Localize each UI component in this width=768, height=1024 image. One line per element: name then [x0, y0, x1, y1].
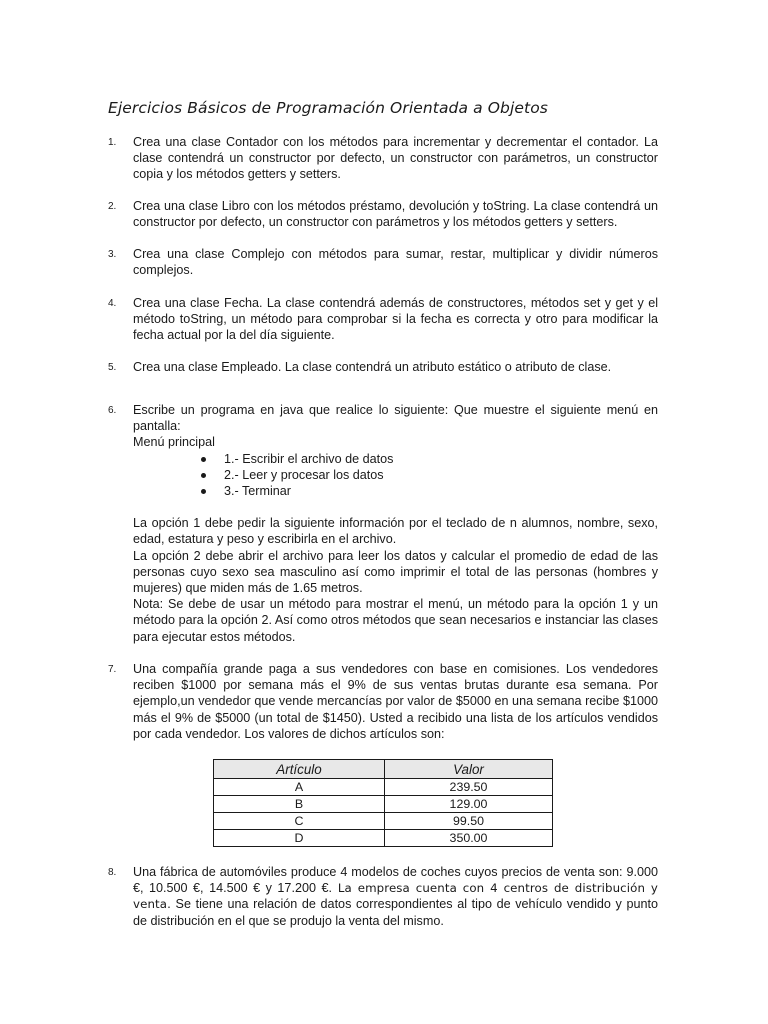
article-table — [213, 759, 553, 847]
exercise-intro: Escribe un programa en java que realice lo siguiente: Que muestre el siguiente menú en pantalla: — [133, 403, 658, 434]
exercise-4 — [108, 295, 658, 344]
column-header-valor: Valor — [385, 760, 553, 779]
exercise-2 — [108, 198, 658, 230]
exercise-text: Crea una clase Complejo con métodos para sumar, restar, multiplicar y dividir números complejos. — [133, 247, 658, 278]
bullet-icon — [201, 489, 206, 494]
table-header-row — [214, 760, 553, 779]
exercise-3 — [108, 246, 658, 278]
exercise-number: 4. — [108, 298, 117, 309]
exercise-number: 7. — [108, 664, 117, 675]
bullet-icon — [201, 457, 206, 462]
table-row — [214, 796, 553, 813]
table-row — [214, 830, 553, 847]
article-cell: D — [214, 830, 385, 847]
exercise-text-part: Una fábrica de automóviles produce 4 modelos de coches cuyos precios de venta son: 9.000 €, 10.500 €, 14.500 € y 17.200 €. — [133, 865, 658, 896]
menu-item: 1.- Escribir el archivo de datos — [201, 451, 658, 467]
exercise-number: 2. — [108, 201, 117, 212]
value-cell: 99.50 — [385, 813, 553, 830]
exercise-text: Crea una clase Contador con los métodos para incrementar y decrementar el contador. La clase contendrá un constructor por defecto, un constructor con parámetros, un constructor copia y los métodos getters y setters. — [133, 135, 658, 182]
exercise-8 — [108, 864, 658, 929]
exercise-text: Crea una clase Empleado. La clase contendrá un atributo estático o atributo de clase. — [133, 360, 612, 374]
table-row — [214, 779, 553, 796]
menu-item: 3.- Terminar — [201, 483, 658, 499]
exercise-number: 8. — [108, 867, 117, 878]
exercise-7 — [108, 661, 658, 742]
article-cell: B — [214, 796, 385, 813]
table-row — [214, 813, 553, 830]
column-header-articulo: Artículo — [214, 760, 385, 779]
document-title: Ejercicios Básicos de Programación Orientada a Objetos — [108, 99, 548, 117]
bullet-icon — [201, 473, 206, 478]
value-cell: 129.00 — [385, 796, 553, 813]
menu-item: 2.- Leer y procesar los datos — [201, 467, 658, 483]
article-cell: A — [214, 779, 385, 796]
exercise-number: 5. — [108, 362, 117, 373]
exercise-paragraph: La opción 1 debe pedir la siguiente información por el teclado de n alumnos, nombre, sexo, edad, estatura y peso y escribirla en el archivo. — [133, 516, 658, 547]
exercise-text: Crea una clase Fecha. La clase contendrá además de constructores, métodos set y get y el método toString, un método para comprobar si la fecha es correcta y otro para modificar la fecha actual por la del día siguiente. — [133, 296, 658, 343]
value-cell: 239.50 — [385, 779, 553, 796]
article-cell: C — [214, 813, 385, 830]
exercise-text-part: Se tiene una relación de datos correspondientes al tipo de vehículo vendido y punto de distribución en el que se produjo la venta del mismo. — [133, 897, 658, 928]
exercise-text: Una compañía grande paga a sus vendedores con base en comisiones. Los vendedores reciben $1000 por semana más el 9% de sus ventas brutas durante esa semana. Por ejemplo,un vendedor que vende mercancías por valor de $5000 en una semana recibe $1000 más el 9% de $5000 (un total de $1450). Usted a recibido una lista de los artículos vendidos por cada vendedor. Los valores de dichos artículos son: — [133, 662, 658, 741]
exercise-number: 3. — [108, 249, 117, 260]
exercise-5 — [108, 359, 658, 375]
menu-title: Menú principal — [133, 435, 215, 450]
exercise-number: 6. — [108, 405, 117, 416]
value-cell: 350.00 — [385, 830, 553, 847]
exercise-6 — [108, 402, 658, 645]
exercise-number: 1. — [108, 137, 117, 148]
exercise-paragraph: La opción 2 debe abrir el archivo para leer los datos y calcular el promedio de edad de las personas cuyo sexo sea masculino así como imprimir el total de las personas (hombres y mujeres) que miden más de 1.65 metros. — [133, 548, 658, 596]
menu-list — [133, 451, 658, 500]
exercise-1 — [108, 134, 658, 183]
exercise-paragraph: Nota: Se debe de usar un método para mostrar el menú, un método para la opción 1 y un método para la opción 2. Así como otros métodos que sean necesarios e instanciar las clases para ejecutar estos métodos. — [133, 597, 658, 644]
exercise-text-part: La empresa cuenta con 4 centros de distribución y venta. — [133, 881, 658, 912]
exercise-text: Crea una clase Libro con los métodos préstamo, devolución y toString. La clase contendrá un constructor por defecto, un constructor con parámetros y los métodos getters y setters. — [133, 199, 658, 230]
exercise-text — [133, 864, 658, 929]
